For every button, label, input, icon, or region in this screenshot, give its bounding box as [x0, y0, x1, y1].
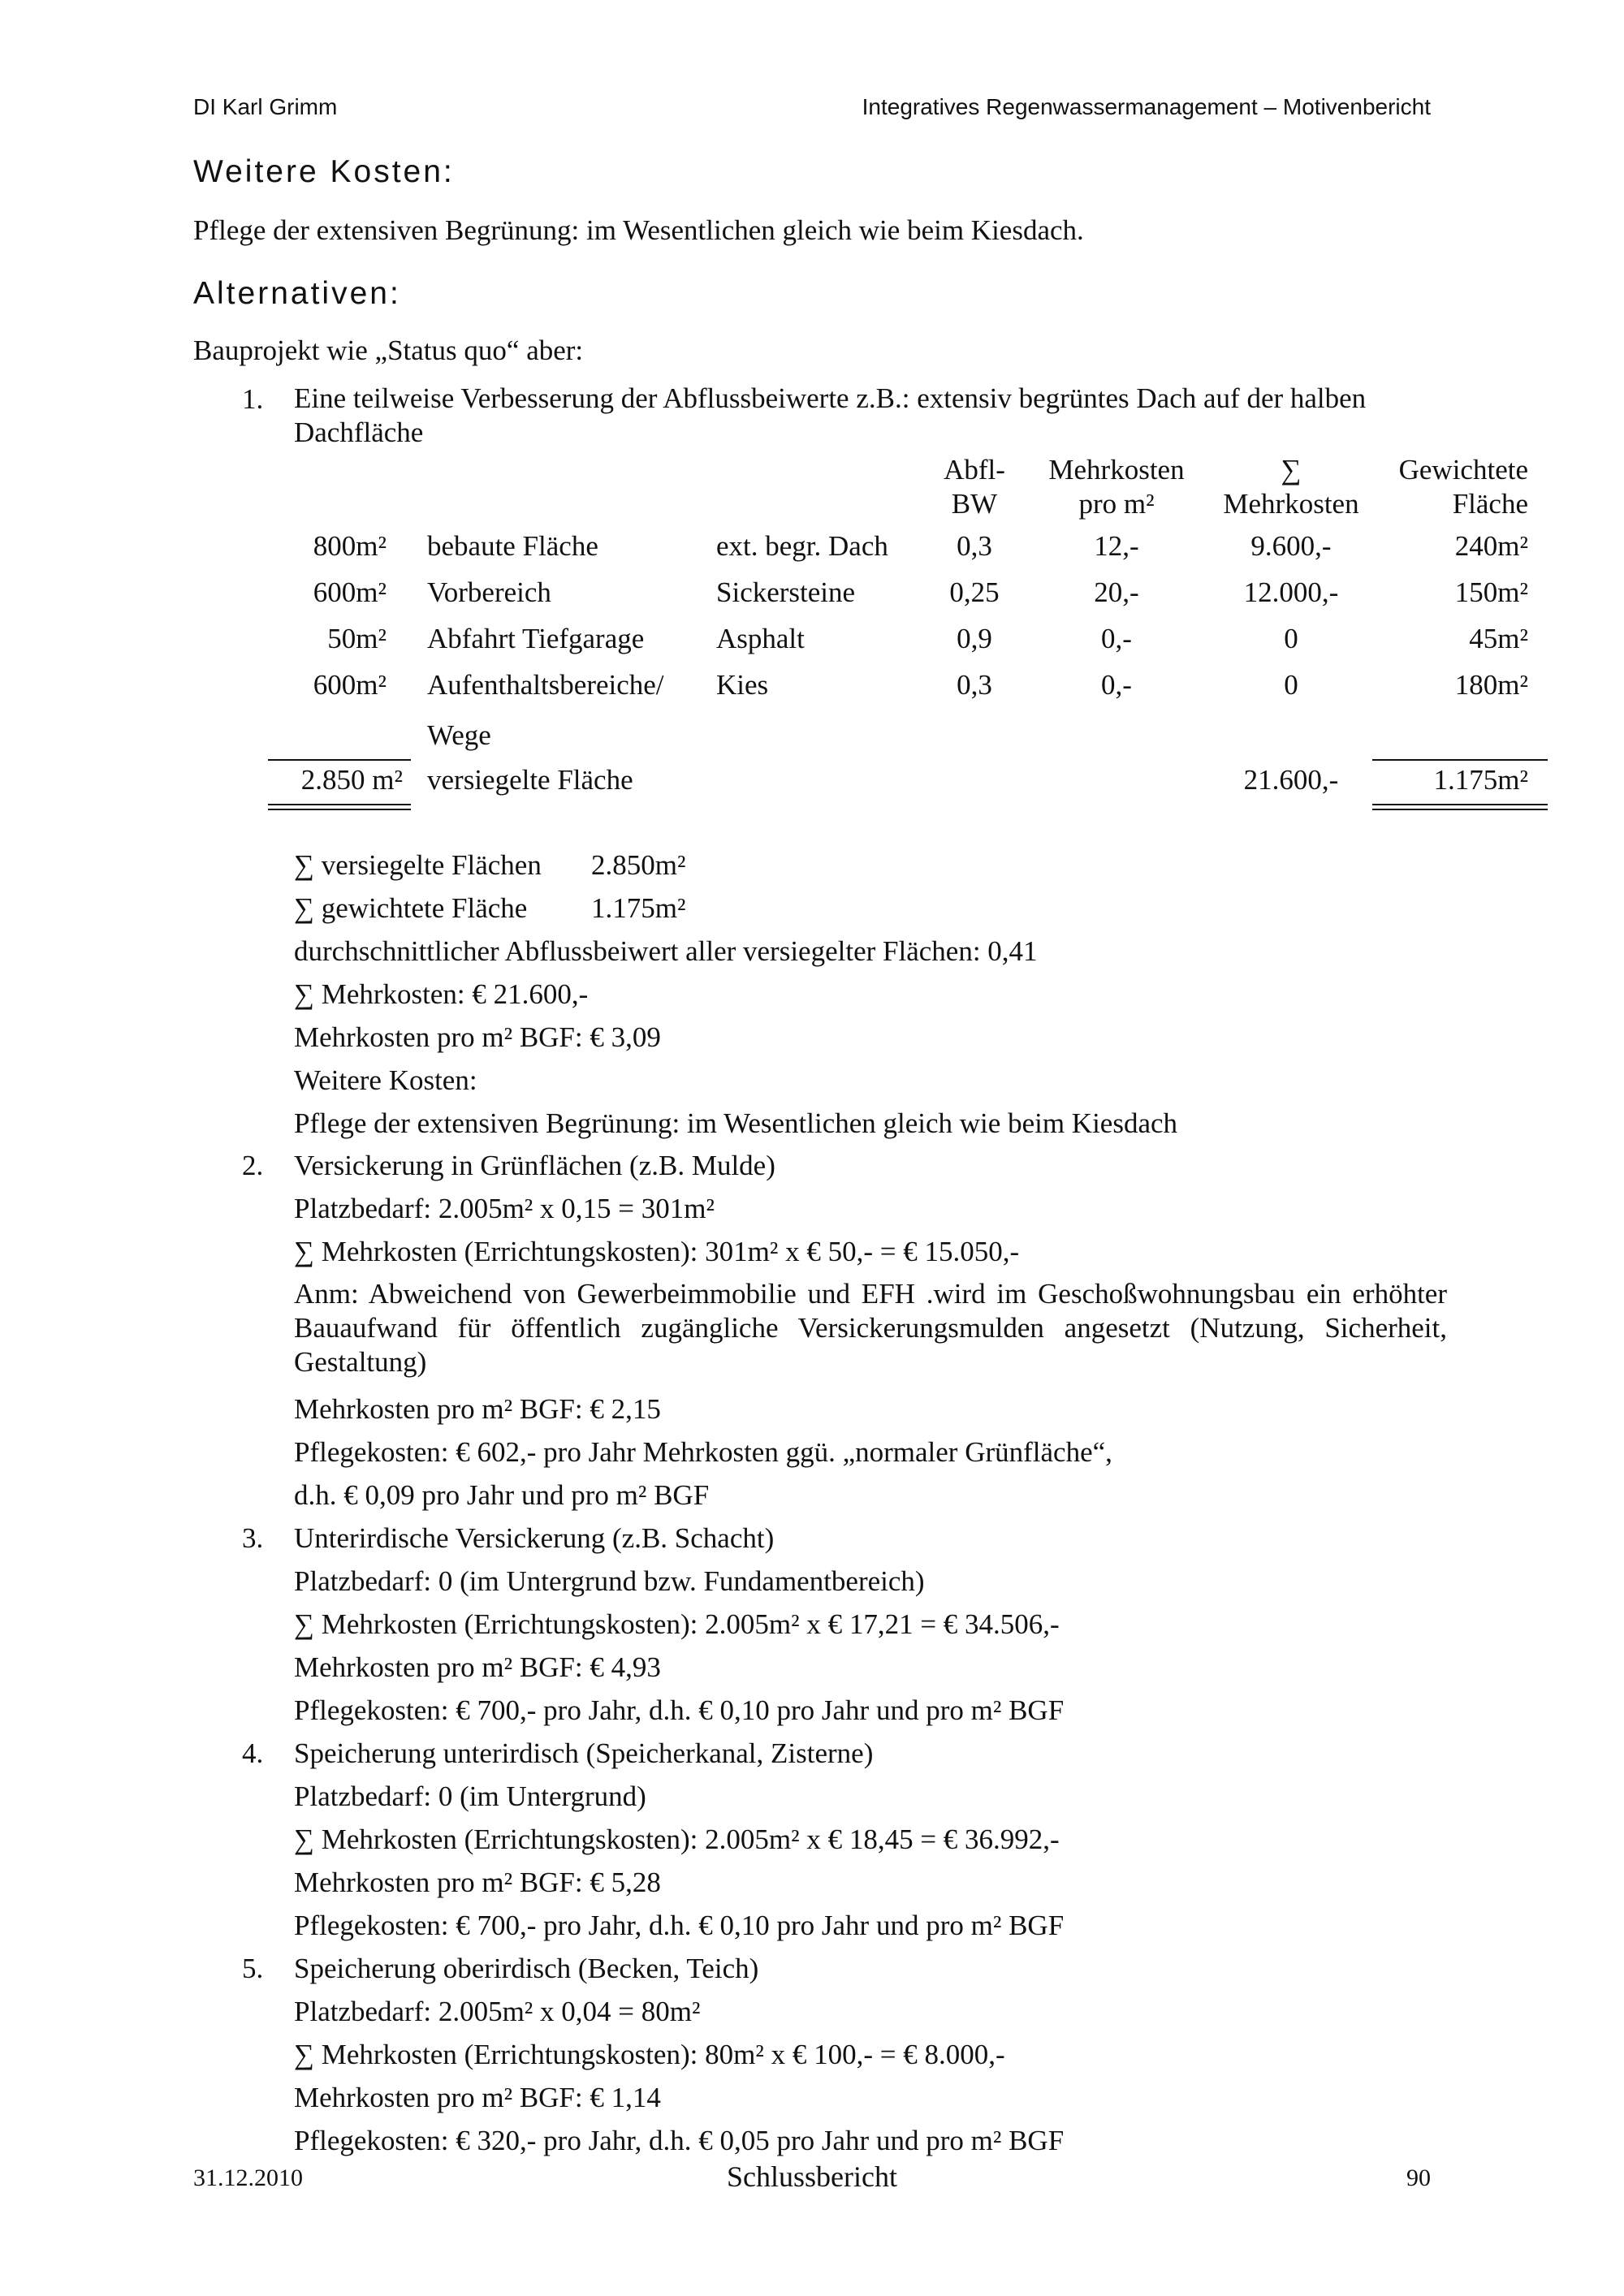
footer-page-number: 90 — [1406, 2164, 1431, 2191]
alt3-number: 3. — [242, 1522, 264, 1554]
document-page: DI Karl Grimm Integratives Regenwassermanagement – Motivenbericht Weitere Kosten: Pflege der extensiven Begrünung: im Wesentlichen gleich wie beim Kiesdach. Alternativen: Bauprojekt wie „Status quo“ aber: 1. Eine teilweise Verbesserung der Abflussbeiwerte z.B.: extensiv begrüntes Dach auf der halben Dachfläche Abfl- BW Mehrkosten pro m² ∑ Mehrkosten Gewichtete Fläche 800m² bebaute Fläche ext. begr. Dach 0,3 12,- 9.600,- 240m² 600m² Vorbereich Sickersteine 0,25 20,- 12.000,- 150m² 50m² Abfahrt Tiefgarage Asphalt 0,9 0,- 0 45m² 600m² Aufenthaltsbereiche/ Kies 0,3 0,- 0 180m² Wege 2.850 m² versiegelte Fläche 21.600,- 1.175m² ∑ versiegelte Flächen 2.850m² ∑ gewichtete Fläche 1.175m² durchschnittlicher Abflussbeiwert aller versiegelter Flächen: 0,41 ∑ Mehrkosten: € 21.600,- Mehrkosten pro m² BGF: € 3,09 Weitere Kosten: Pflege der extensiven Begrünung: im Wesentlichen gleich wie beim Kiesdach 2. Versickerung in Grünflächen (z.B. Mulde) Platzbedarf: 2.005m² x 0,15 = 301m² ∑ Mehrkosten (Errichtungskosten): 301m² x € 50,- = € 15.050,- Anm: Abweichend von Gewerbeimmobilie und EFH .wird im Geschoßwohnungsbau ein erhöhter Bauaufwand für öffentlich zugängliche Versickerungsmulden angesetzt (Nutzung, Sicherheit, Gestaltung) Mehrkosten pro m² BGF: € 2,15 Pflegekosten: € 602,- pro Jahr Mehrkosten ggü. „normaler Grünfläche“, d.h. € 0,09 pro Jahr und pro m² BGF 3. Unterirdische Versickerung (z.B. Schacht) Platzbedarf: 0 (im Untergrund bzw. Fundamentbereich) ∑ Mehrkosten (Errichtungskosten): 2.005m² x € 17,21 = € 34.506,- Mehrkosten pro m² BGF: € 4,93 Pflegekosten: € 700,- pro Jahr, d.h. € 0,10 pro Jahr und pro m² BGF 4. Speicherung unterirdisch (Speicherkanal, Zisterne) Platzbedarf: 0 (im Untergrund) ∑ Mehrkosten (Errichtungskosten): 2.005m² x € 18,45 = € 36.992,- Mehrkosten pro m² BGF: € 5,28 Pflegekosten: € 700,- pro Jahr, d.h. € 0,10 pro Jahr und pro m² BGF 5. Speicherung oberirdisch (Becken, Teich) Platzbedarf: 2.005m² x 0,04 = 80m² ∑ Mehrkosten (Errichtungskosten): 80m² x € 100,- = € 8.000,- Mehrkosten pro m² BGF: € 1,14 Pflegekosten: € 320,- pro Jahr, d.h. € 0,05 pro Jahr und pro m² BGF 31.12.2010 Schlussbericht 90 — [0, 0, 1624, 2296]
sum-gewichtet-label: ∑ gewichtete Fläche — [294, 892, 528, 924]
header-author: DI Karl Grimm — [193, 94, 338, 119]
alt4-platzbedarf: Platzbedarf: 0 (im Untergrund) — [294, 1780, 646, 1812]
alt5-pflege: Pflegekosten: € 320,- pro Jahr, d.h. € 0,05 pro Jahr und pro m² BGF — [294, 2125, 1065, 2156]
avg-abflussbeiwert: durchschnittlicher Abflussbeiwert aller versiegelter Flächen: 0,41 — [294, 935, 1038, 967]
alt1-mehrkosten: ∑ Mehrkosten: € 21.600,- — [294, 978, 589, 1010]
alt5-mehrkosten-bgf: Mehrkosten pro m² BGF: € 1,14 — [294, 2082, 661, 2113]
alt2-anmerkung: Anm: Abweichend von Gewerbeimmobilie und EFH .wird im Geschoßwohnungsbau ein erhöhter Bauaufwand für öffentlich zugängliche Versickerungsmulden angesetzt (Nutzung, Sicherheit, Gestaltung) — [294, 1278, 1447, 1378]
alt5-mehrkosten: ∑ Mehrkosten (Errichtungskosten): 80m² x € 100,- = € 8.000,- — [294, 2039, 1005, 2070]
total-rule-bottom-right-1 — [1372, 804, 1548, 805]
alt4-number: 4. — [242, 1737, 264, 1769]
alt1-mehrkosten-bgf: Mehrkosten pro m² BGF: € 3,09 — [294, 1021, 661, 1053]
alt3-mehrkosten: ∑ Mehrkosten (Errichtungskosten): 2.005m² x € 17,21 = € 34.506,- — [294, 1608, 1060, 1640]
alt1-pflege: Pflege der extensiven Begrünung: im Wesentlichen gleich wie beim Kiesdach — [294, 1107, 1178, 1139]
alt4-mehrkosten: ∑ Mehrkosten (Errichtungskosten): 2.005m² x € 18,45 = € 36.992,- — [294, 1823, 1060, 1855]
alt2-number: 2. — [242, 1150, 264, 1181]
col-header-mehrkosten: Mehrkosten pro m² — [1048, 454, 1185, 520]
alt2-platzbedarf: Platzbedarf: 2.005m² x 0,15 = 301m² — [294, 1193, 715, 1224]
total-rule-bottom-left-1 — [268, 804, 411, 805]
alt2-pflege-1: Pflegekosten: € 602,- pro Jahr Mehrkosten ggü. „normaler Grünfläche“, — [294, 1436, 1112, 1468]
alt3-title: Unterirdische Versickerung (z.B. Schacht) — [294, 1522, 775, 1554]
footer-date: 31.12.2010 — [193, 2164, 303, 2191]
total-rule-bottom-right-2 — [1372, 809, 1548, 810]
table-row-continuation: Wege — [427, 719, 491, 751]
col-header-bw: Abfl- BW — [944, 454, 1005, 520]
alt1-title: Eine teilweise Verbesserung der Abflussbeiwerte z.B.: extensiv begrüntes Dach auf der halben Dachfläche — [294, 382, 1367, 448]
col-header-gewichtete: Gewichtete Fläche — [1398, 454, 1528, 520]
alt3-pflege: Pflegekosten: € 700,- pro Jahr, d.h. € 0,10 pro Jahr und pro m² BGF — [294, 1694, 1065, 1726]
alt1-number: 1. — [242, 383, 264, 415]
alt2-mehrkosten: ∑ Mehrkosten (Errichtungskosten): 301m² x € 50,- = € 15.050,- — [294, 1236, 1020, 1267]
alt5-number: 5. — [242, 1953, 264, 1984]
footer-title: Schlussbericht — [727, 2160, 897, 2193]
alt3-platzbedarf: Platzbedarf: 0 (im Untergrund bzw. Fundamentbereich) — [294, 1565, 925, 1597]
weitere-kosten-text: Pflege der extensiven Begrünung: im Wesentlichen gleich wie beim Kiesdach. — [193, 214, 1084, 246]
alt2-pflege-2: d.h. € 0,09 pro Jahr und pro m² BGF — [294, 1479, 710, 1511]
alt3-mehrkosten-bgf: Mehrkosten pro m² BGF: € 4,93 — [294, 1651, 661, 1683]
alt4-pflege: Pflegekosten: € 700,- pro Jahr, d.h. € 0,10 pro Jahr und pro m² BGF — [294, 1910, 1065, 1941]
header-title: Integratives Regenwassermanagement – Motivenbericht — [862, 94, 1431, 119]
total-rule-top-left — [268, 759, 411, 761]
alt1-weitere-kosten: Weitere Kosten: — [294, 1064, 477, 1096]
alt2-title: Versickerung in Grünflächen (z.B. Mulde) — [294, 1150, 775, 1181]
sum-versiegelt-label: ∑ versiegelte Flächen — [294, 849, 542, 881]
alt2-mehrkosten-bgf: Mehrkosten pro m² BGF: € 2,15 — [294, 1393, 661, 1425]
alt5-title: Speicherung oberirdisch (Becken, Teich) — [294, 1953, 759, 1984]
heading-weitere-kosten: Weitere Kosten: — [193, 154, 455, 189]
sum-gewichtet-value: 1.175m² — [591, 892, 686, 924]
alt4-title: Speicherung unterirdisch (Speicherkanal, Zisterne) — [294, 1737, 874, 1769]
alt5-platzbedarf: Platzbedarf: 2.005m² x 0,04 = 80m² — [294, 1996, 701, 2027]
heading-alternativen: Alternativen: — [193, 276, 401, 311]
total-rule-top-right — [1372, 759, 1548, 761]
sum-versiegelt-value: 2.850m² — [591, 849, 686, 881]
alt4-mehrkosten-bgf: Mehrkosten pro m² BGF: € 5,28 — [294, 1867, 661, 1898]
alternativen-intro: Bauprojekt wie „Status quo“ aber: — [193, 334, 584, 366]
total-rule-bottom-left-2 — [268, 809, 411, 810]
col-header-summe: ∑ Mehrkosten — [1223, 454, 1359, 520]
